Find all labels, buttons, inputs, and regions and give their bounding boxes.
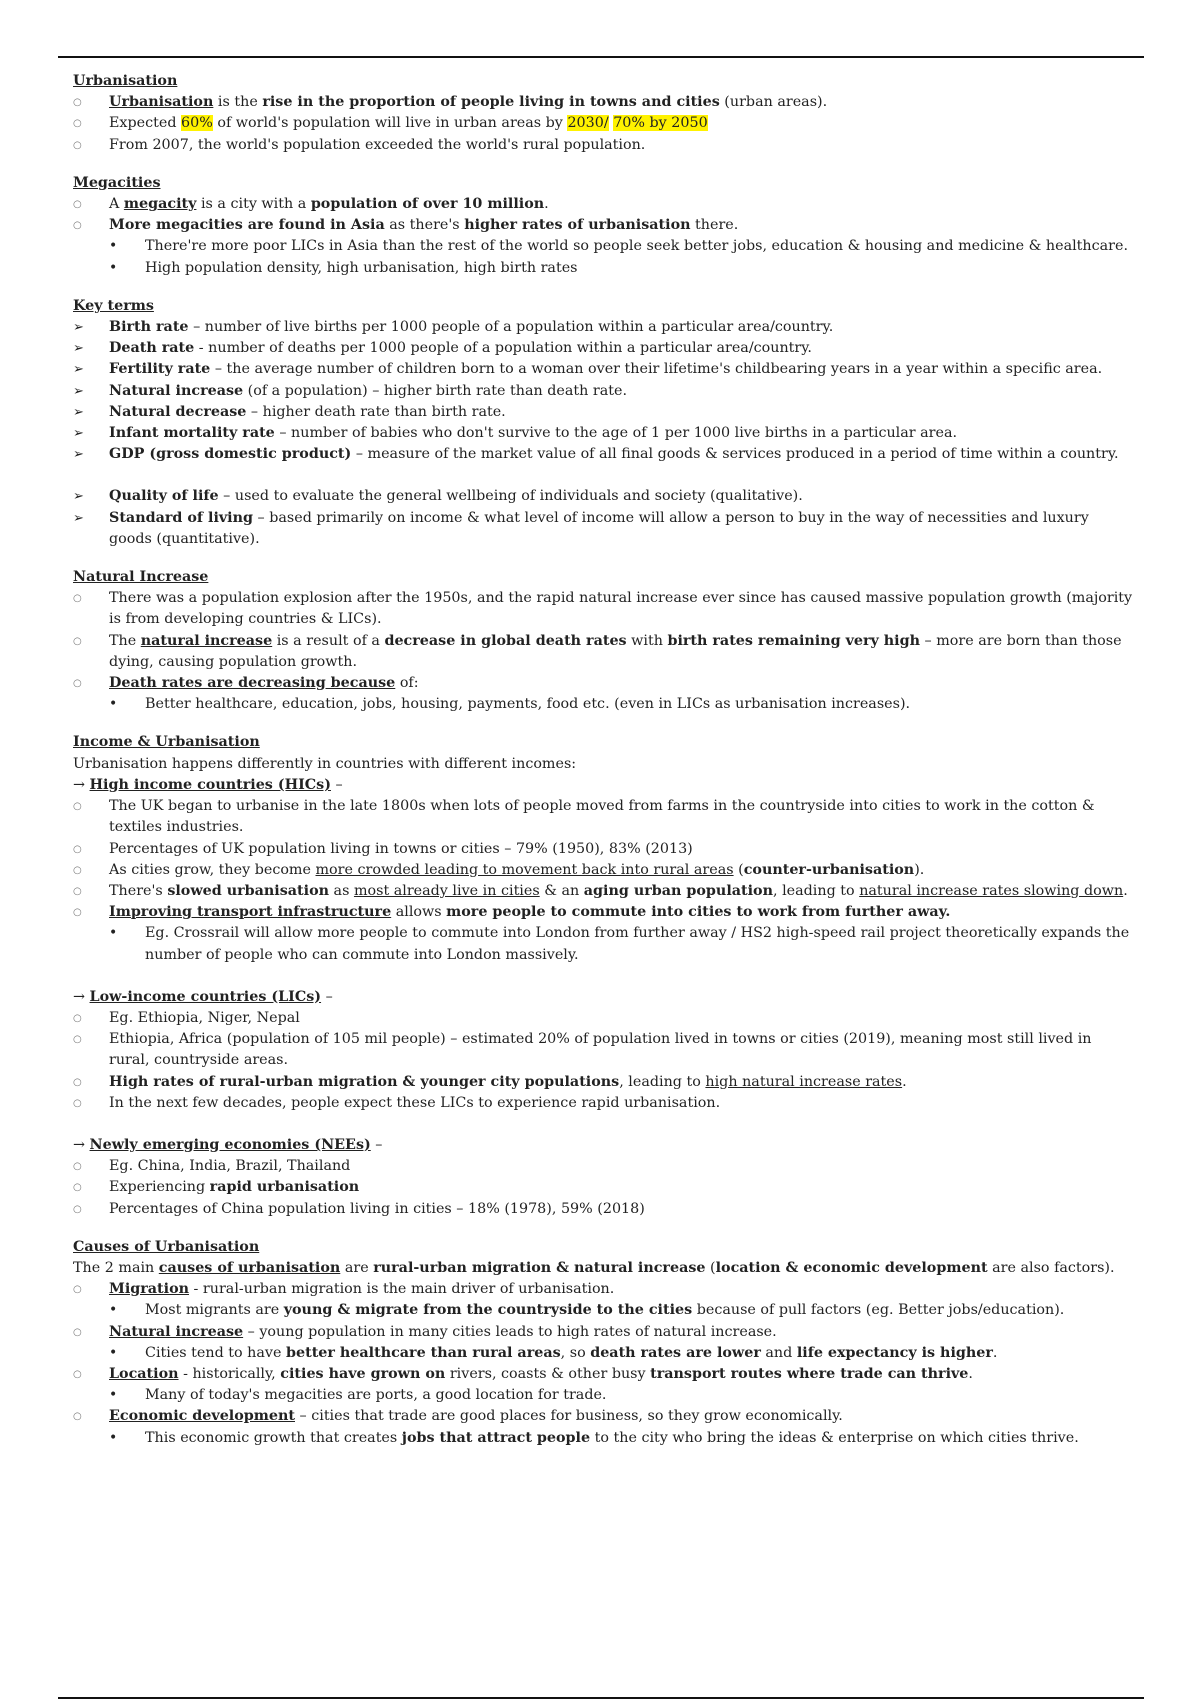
circle-bullet-icon: ○	[73, 1203, 82, 1215]
bottom-rule	[58, 1697, 1144, 1699]
sub-list-item: • Many of today's megacities are ports, a good location for trade.	[73, 1385, 1133, 1406]
list-item: ○ Eg. China, India, Brazil, Thailand	[73, 1156, 1133, 1177]
list-item: ○ There was a population explosion after the 1950s, and the rapid natural increase ever since has caused massive population growth (majority is from developing countries & LICs).	[73, 590, 1133, 628]
circle-bullet-icon: ○	[73, 907, 82, 919]
sub-list-item: • There're more poor LICs in Asia than the rest of the world so people seek better jobs, education & housing and medicine & healthcare.	[73, 236, 1133, 257]
circle-bullet-icon: ○	[73, 635, 82, 647]
arrow-icon: →	[73, 988, 85, 1005]
section-natural-increase	[73, 567, 1133, 715]
circle-bullet-icon: ○	[73, 885, 82, 897]
dot-bullet-icon: •	[109, 1387, 118, 1404]
arrowhead-bullet-icon: ➢	[73, 383, 84, 399]
list-item: ○ Urbanisation is the rise in the proportion of people living in towns and cities (urban areas).	[73, 92, 1133, 113]
sub-list-item: • This economic growth that creates jobs that attract people to the city who bring the ideas & enterprise on which cities thrive.	[73, 1428, 1133, 1449]
list-item: ○ Location - historically, cities have grown on rivers, coasts & other busy transport routes where trade can thrive.	[73, 1364, 1133, 1385]
circle-bullet-icon: ○	[73, 843, 82, 855]
circle-bullet-icon: ○	[73, 1097, 82, 1109]
subheading-hics: → High income countries (HICs) –	[73, 776, 343, 793]
dot-bullet-icon: •	[109, 1344, 118, 1361]
dot-bullet-icon: •	[109, 1302, 118, 1319]
sub-list-item: • Better healthcare, education, jobs, housing, payments, food etc. (even in LICs as urbanisation increases).	[73, 694, 1133, 715]
term-item: ➢ Standard of living – based primarily on income & what level of income will allow a person to buy in the way of necessities and luxury goods (quantitative).	[73, 509, 1089, 547]
sub-list-item: • Most migrants are young & migrate from the countryside to the cities because of pull factors (eg. Better jobs/education).	[73, 1300, 1133, 1321]
dot-bullet-icon: •	[109, 1429, 118, 1446]
circle-bullet-icon: ○	[73, 199, 82, 211]
section-key-terms	[73, 296, 1133, 550]
circle-bullet-icon: ○	[73, 593, 82, 605]
section-urbanisation	[73, 71, 1133, 156]
arrowhead-bullet-icon: ➢	[73, 404, 84, 420]
circle-bullet-icon: ○	[73, 118, 82, 130]
list-item: ○ Natural increase – young population in many cities leads to high rates of natural increase.	[73, 1322, 1133, 1343]
heading-natural-increase: Natural Increase	[73, 569, 209, 586]
list-item: ○ The natural increase is a result of a decrease in global death rates with birth rates remaining very high – more are born than those dying, causing population growth.	[73, 632, 1122, 670]
circle-bullet-icon: ○	[73, 1012, 82, 1024]
list-item: ○ Death rates are decreasing because of:	[73, 673, 1133, 694]
list-item: ○ More megacities are found in Asia as there's higher rates of urbanisation there.	[73, 215, 1133, 236]
heading-causes: Causes of Urbanisation	[73, 1238, 260, 1255]
heading-urbanisation: Urbanisation	[73, 73, 178, 89]
circle-bullet-icon: ○	[73, 1411, 82, 1423]
list-item: ○ There's slowed urbanisation as most already live in cities & an aging urban population, leading to natural increase rates slowing down.	[73, 881, 1133, 902]
highlight: 2030/	[567, 115, 609, 132]
arrowhead-bullet-icon: ➢	[73, 320, 84, 336]
sub-list-item: • High population density, high urbanisation, high birth rates	[73, 258, 1133, 279]
arrow-icon: →	[73, 776, 85, 793]
circle-bullet-icon: ○	[73, 678, 82, 690]
spacer	[73, 966, 1133, 987]
highlight: 60%	[181, 115, 213, 132]
list-item: ○ From 2007, the world's population exceeded the world's rural population.	[73, 135, 1133, 156]
list-item: ○ Economic development – cities that trade are good places for business, so they grow economically.	[73, 1406, 1133, 1427]
arrowhead-bullet-icon: ➢	[73, 489, 84, 505]
arrowhead-bullet-icon: ➢	[73, 447, 84, 463]
highlight: 70% by 2050	[613, 115, 708, 132]
circle-bullet-icon: ○	[73, 1182, 82, 1194]
arrowhead-bullet-icon: ➢	[73, 362, 84, 378]
list-item: ○ Expected 60% of world's population will live in urban areas by 2030/ 70% by 2050	[73, 113, 1133, 134]
list-item: ○ Experiencing rapid urbanisation	[73, 1177, 1133, 1198]
list-item: ○ In the next few decades, people expect these LICs to experience rapid urbanisation.	[73, 1093, 1133, 1114]
list-item: ○ A megacity is a city with a population of over 10 million.	[73, 194, 1133, 215]
list-item: ○ The UK began to urbanise in the late 1800s when lots of people moved from farms in the countryside into cities to work in the cotton & textiles industries.	[73, 798, 1095, 836]
list-item: ○ Improving transport infrastructure allows more people to commute into cities to work from further away.	[73, 902, 1133, 923]
heading-megacities: Megacities	[73, 174, 161, 191]
circle-bullet-icon: ○	[73, 801, 82, 813]
subheading-lics: → Low-income countries (LICs) –	[73, 988, 333, 1005]
arrowhead-bullet-icon: ➢	[73, 341, 84, 357]
term-item: ➢ Quality of life – used to evaluate the general wellbeing of individuals and society (qualitative).	[73, 486, 1133, 507]
sub-list-item: • Eg. Crossrail will allow more people to commute into London from further away / HS2 high-speed rail project theoretically expands the number of people who can commute into London massively.	[109, 925, 1130, 963]
circle-bullet-icon: ○	[73, 1284, 82, 1296]
section-causes	[73, 1237, 1133, 1449]
dot-bullet-icon: •	[109, 238, 118, 255]
heading-key-terms: Key terms	[73, 297, 154, 314]
term-item: ➢ Natural increase (of a population) – higher birth rate than death rate.	[73, 381, 1133, 402]
list-item: ○ Ethiopia, Africa (population of 105 mil people) – estimated 20% of population lived in towns or cities (2019), meaning most still lived in rural, countryside areas.	[73, 1031, 1092, 1069]
dot-bullet-icon: •	[109, 259, 118, 276]
heading-income-urbanisation: Income & Urbanisation	[73, 734, 260, 751]
list-item: ○ Eg. Ethiopia, Niger, Nepal	[73, 1008, 1133, 1029]
section-income-urbanisation	[73, 732, 1133, 1219]
arrowhead-bullet-icon: ➢	[73, 510, 84, 526]
spacer	[73, 465, 1133, 486]
circle-bullet-icon: ○	[73, 1368, 82, 1380]
circle-bullet-icon: ○	[73, 864, 82, 876]
circle-bullet-icon: ○	[73, 97, 82, 109]
circle-bullet-icon: ○	[73, 1326, 82, 1338]
circle-bullet-icon: ○	[73, 1076, 82, 1088]
intro-text: Urbanisation happens differently in countries with different incomes:	[73, 755, 577, 772]
term-item: ➢ Infant mortality rate – number of babies who don't survive to the age of 1 per 1000 live births in a particular area.	[73, 423, 1133, 444]
dot-bullet-icon: •	[109, 925, 118, 942]
list-item: ○ Percentages of UK population living in towns or cities – 79% (1950), 83% (2013)	[73, 839, 1133, 860]
circle-bullet-icon: ○	[73, 220, 82, 232]
section-megacities	[73, 173, 1133, 279]
list-item: ○ Migration - rural-urban migration is the main driver of urbanisation.	[73, 1279, 1133, 1300]
intro-text: The 2 main causes of urbanisation are rural-urban migration & natural increase (location & economic development are also factors).	[73, 1259, 1115, 1276]
dot-bullet-icon: •	[109, 696, 118, 713]
circle-bullet-icon: ○	[73, 139, 82, 151]
subheading-nees: → Newly emerging economies (NEEs) –	[73, 1136, 383, 1153]
term-item: ➢ Natural decrease – higher death rate than birth rate.	[73, 402, 1133, 423]
list-item: ○ Percentages of China population living in cities – 18% (1978), 59% (2018)	[73, 1199, 1133, 1220]
term-item: ➢ GDP (gross domestic product) – measure of the market value of all final goods & services produced in a period of time within a country.	[73, 444, 1133, 465]
term-item: ➢ Death rate - number of deaths per 1000 people of a population within a particular area/country.	[73, 338, 1133, 359]
list-item: ○ As cities grow, they become more crowded leading to movement back into rural areas (counter-urbanisation).	[73, 860, 1133, 881]
top-rule	[58, 56, 1144, 58]
term-item: ➢ Birth rate – number of live births per 1000 people of a population within a particular area/country.	[73, 317, 1133, 338]
arrowhead-bullet-icon: ➢	[73, 426, 84, 442]
term-item: ➢ Fertility rate – the average number of children born to a woman over their lifetime's childbearing years in a year within a specific area.	[73, 359, 1133, 380]
sub-list-item: • Cities tend to have better healthcare than rural areas, so death rates are lower and life expectancy is higher.	[73, 1343, 1133, 1364]
arrow-icon: →	[73, 1136, 85, 1153]
spacer	[73, 1114, 1133, 1135]
circle-bullet-icon: ○	[73, 1161, 82, 1173]
circle-bullet-icon: ○	[73, 1034, 82, 1046]
notes-page	[73, 71, 1133, 1449]
list-item: ○ High rates of rural-urban migration & younger city populations, leading to high natural increase rates.	[73, 1072, 1133, 1093]
